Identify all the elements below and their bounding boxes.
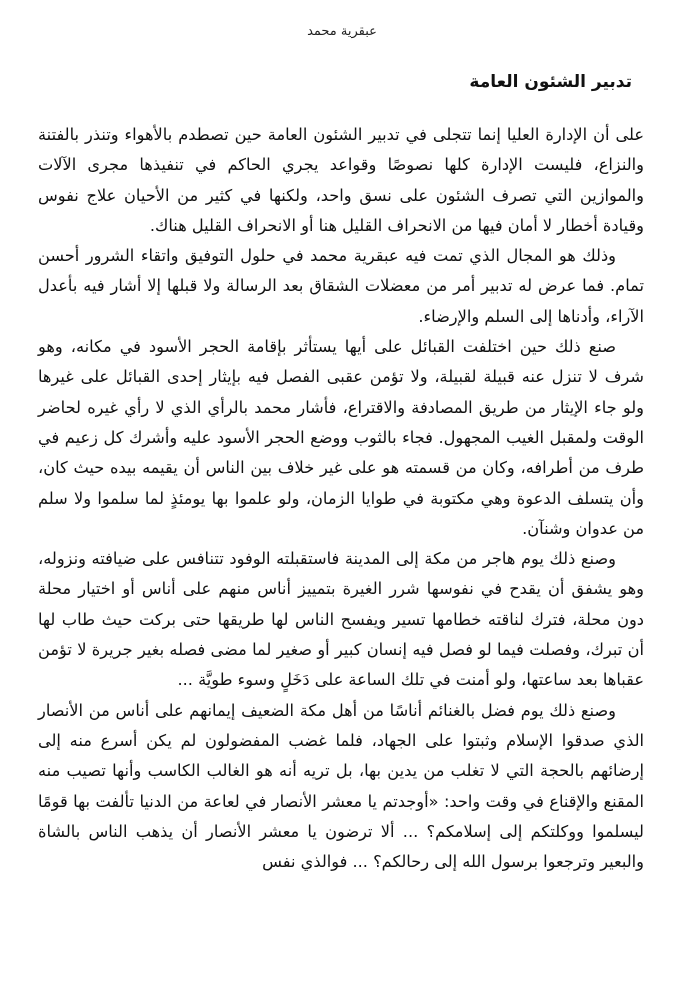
paragraph: وصنع ذلك يوم هاجر من مكة إلى المدينة فاستقبلته الوفود تتنافس على ضيافته ونزوله، وهو يشفق أن يقدح في نفوسها شرر الغيرة بتمييز أناس منهم على أناس أو اختيار محلة دون محلة، فترك لناقته خطامها تسير ويفسح الناس لها طريقها حتى بركت حيث طاب لها أن تبرك، وفصلت فيما لو فصل فيه إنسان كبير أو صغير لما مضى فصله بغير جريرة لا تؤمن عقباها بعد ساعتها، ولو أمنت في تلك الساعة على دَخَلٍ وسوء طويَّة ... [38,549,644,690]
body-text [38,120,644,877]
paragraph: وصنع ذلك يوم فضل بالغنائم أناسًا من أهل مكة الضعيف إيمانهم على أناس من الأنصار الذي صدقوا الإسلام وثبتوا على الجهاد، فلما غضب المفضولون لم يكن أسرع منه إلى إرضائهم بالحجة التي لا تغلب من يدين بها، بل تريه أنه هو الغالب الكاسب وأنها تصيب منه المقنع والإقناع في وقت واحد: «أوجدتم يا معشر الأنصار في لعاعة من الدنيا تألفت بها قومًا ليسلموا ووكلتكم إلى إسلامكم؟ ... ألا ترضون يا معشر الأنصار أن يذهب الناس بالشاة والبعير وترجعوا برسول الله إلى رحالكم؟ ... فوالذي نفس [38,700,644,872]
chapter-title: تدبير الشئون العامة [469,72,632,92]
paragraph: وذلك هو المجال الذي تمت فيه عبقرية محمد في حلول التوفيق واتقاء الشرور أحسن تمام. فما عرض له تدبير أمر من معضلات الشقاق بعد الرسالة ولا قبلها إلا أشار فيه بأعدل الآراء، وأدناها إلى السلم والإرضاء. [38,246,644,326]
paragraph: على أن الإدارة العليا إنما تتجلى في تدبير الشئون العامة حين تصطدم بالأهواء وتنذر بالفتنة والنزاع، فليست الإدارة كلها نصوصًا وقواعد يجري الحاكم في تنفيذها مجرى الآلات والموازين التي تصرف الشئون على نسق واحد، ولكنها في كثير من الأحيان علاج نفوس وقيادة أخطار لا أمان فيها من الانحراف القليل هنا أو الانحراف القليل هناك. [38,125,644,235]
paragraph: صنع ذلك حين اختلفت القبائل على أيها يستأثر بإقامة الحجر الأسود في مكانه، وهو شرف لا تنزل عنه قبيلة لقبيلة، ولا تؤمن عقبى الفصل فيه بإيثار إحدى القبائل على غيرها ولو جاء الإيثار من طريق المصادفة والاقتراع، فأشار محمد بالرأي الذي لا رأي غيره لحاضر الوقت ولمقبل الغيب المجهول. فجاء بالثوب ووضع الحجر الأسود عليه وأشرك كل زعيم في طرف من أطرافه، وكان من قسمته هو على غير خلاف بين الناس أن يقيمه بيده حيث كان، وأن يتسلف الدعوة وهي مكتوبة في طوايا الزمان، ولو علموا بها يومئذٍ لما سلموا ولا سلم من عدوان وشنآن. [38,337,644,538]
running-header: عبقرية محمد [307,24,377,39]
